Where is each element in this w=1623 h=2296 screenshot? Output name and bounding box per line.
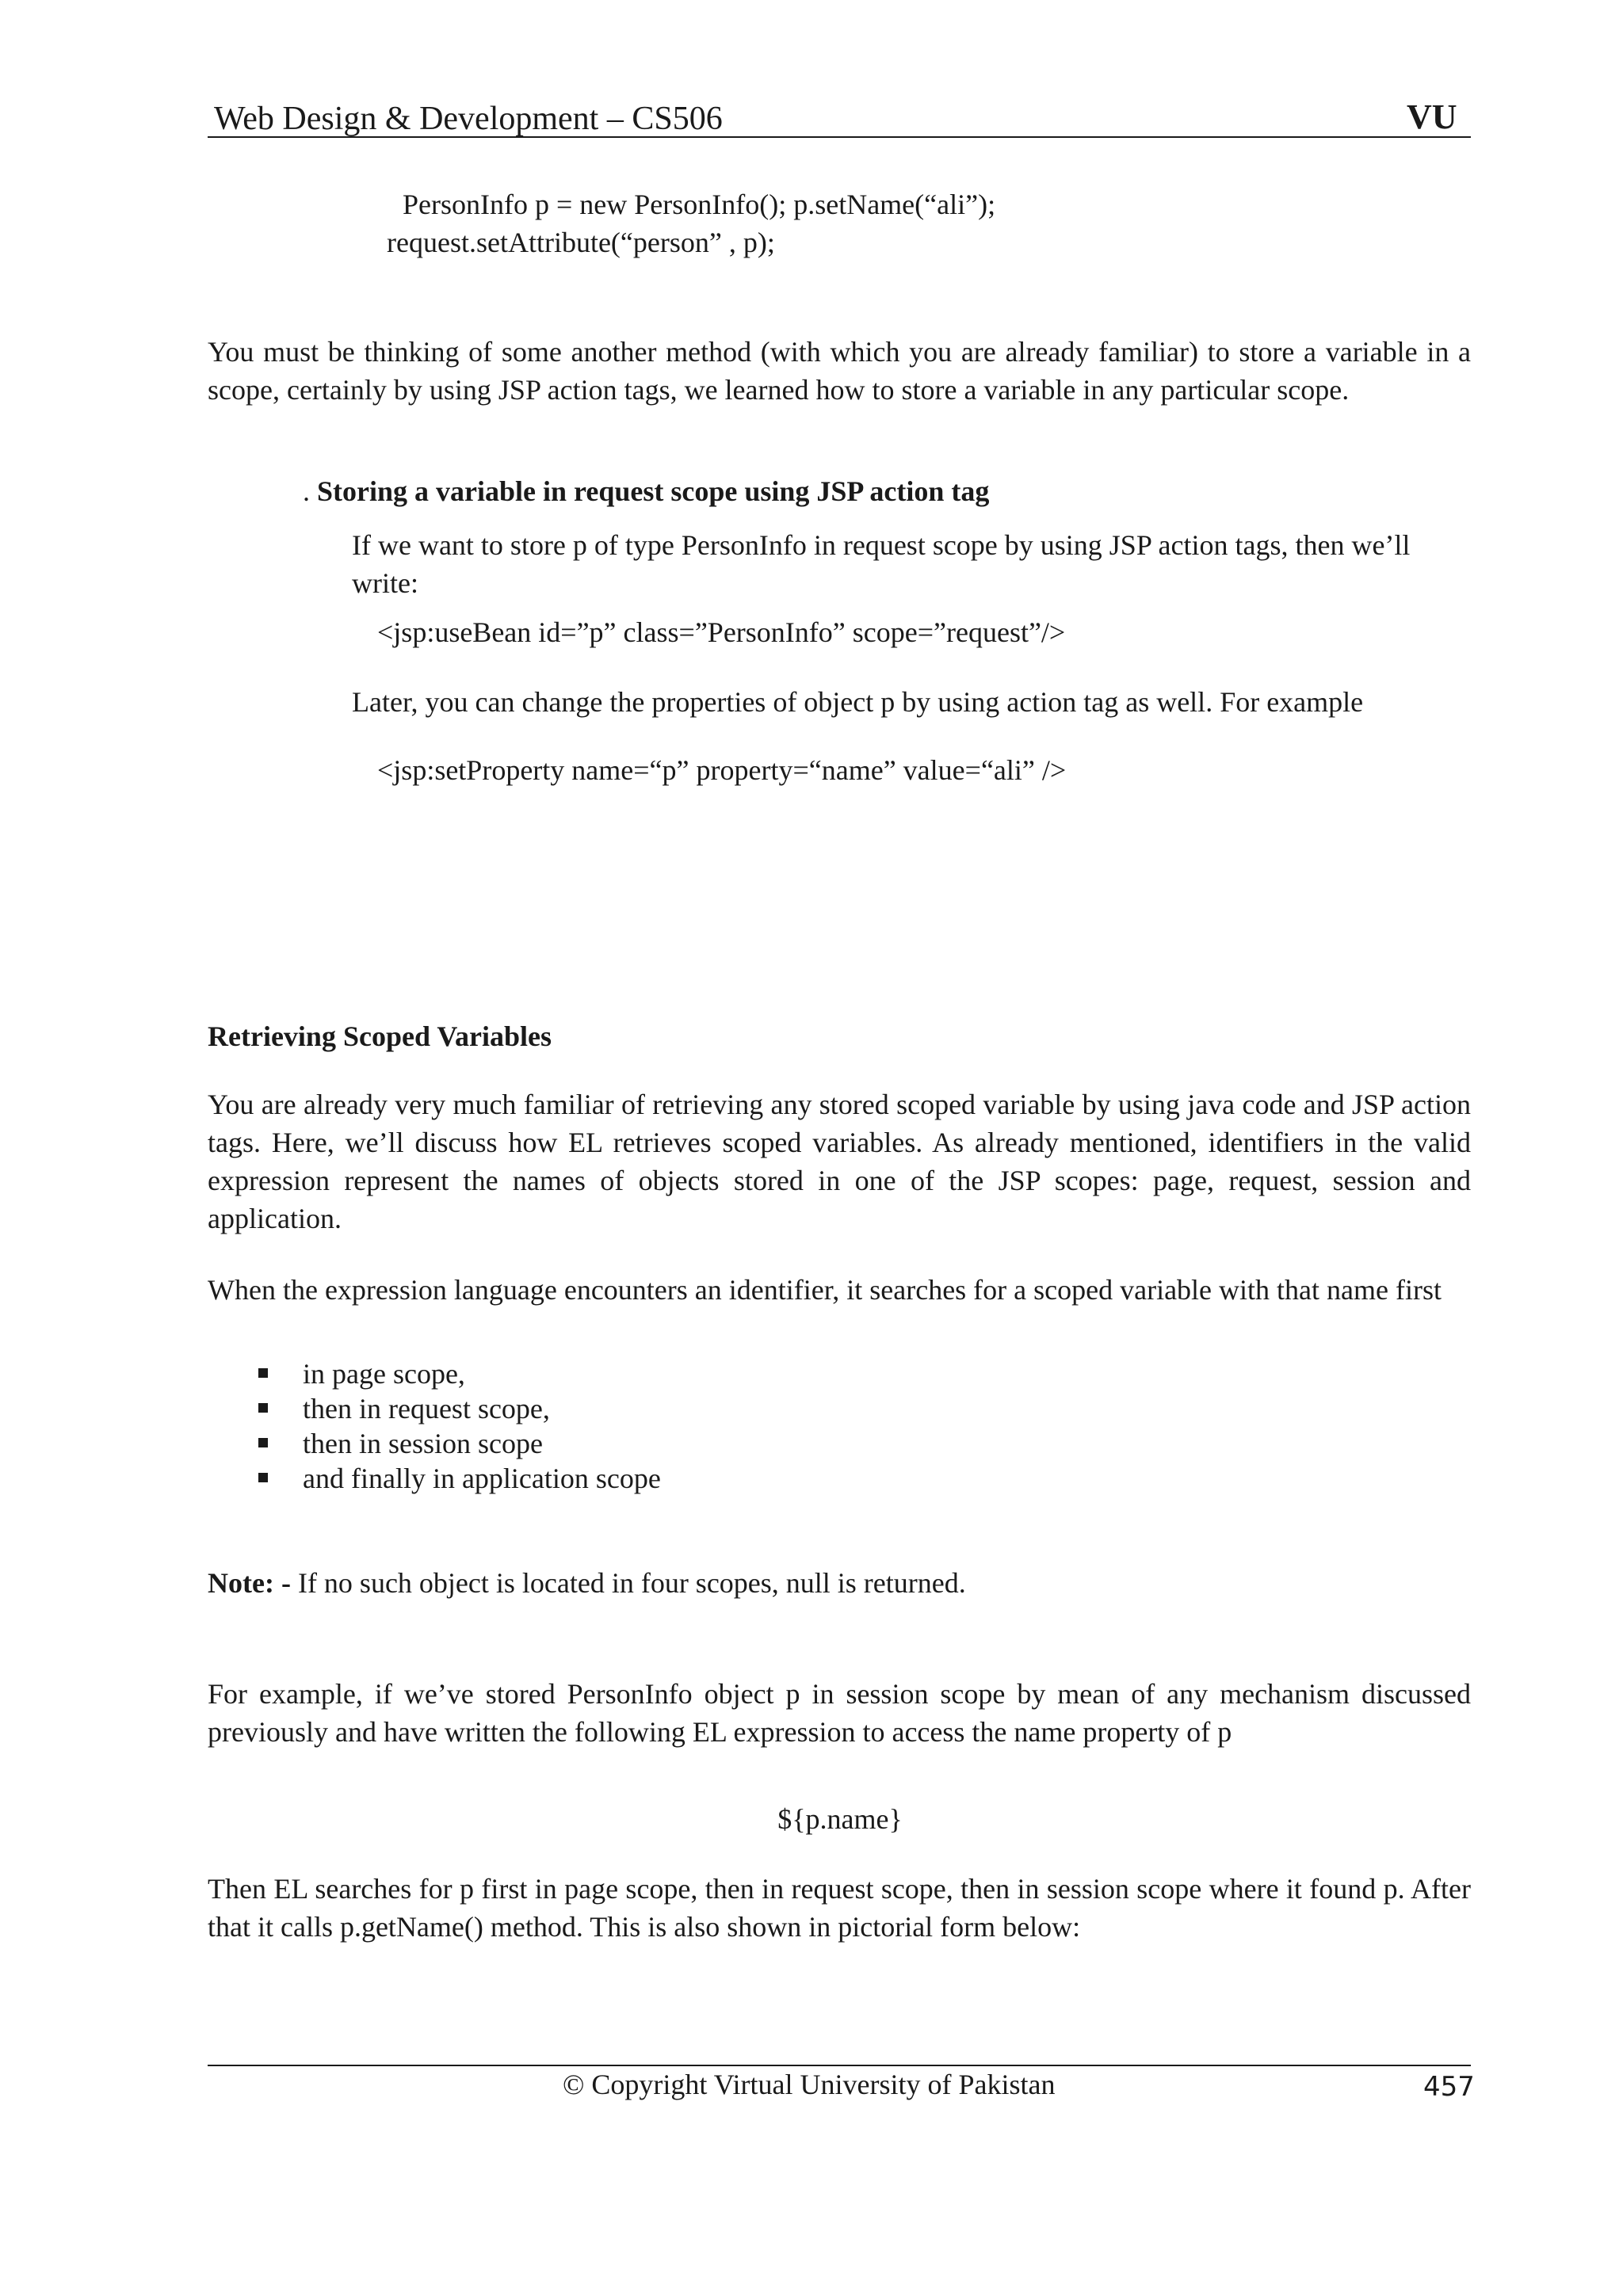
- heading-bullet: .: [303, 475, 310, 507]
- usebean-code: <jsp:useBean id=”p” class=”PersonInfo” scope=”request”/>: [377, 616, 1066, 648]
- header-divider: [208, 136, 1471, 138]
- intro-paragraph: You must be thinking of some another method (with which you are already familiar) to store a variable in a scope, certainly by using JSP action tags, we learned how to store a variable in any particular scope.: [208, 336, 1471, 406]
- list-item: and finally in application scope: [255, 1461, 1048, 1496]
- el-expression: ${p.name}: [777, 1803, 903, 1835]
- code-line-2: request.setAttribute(“person” , p);: [387, 227, 775, 258]
- header-vu-badge: VU: [1407, 97, 1457, 136]
- bullet-square-icon: [258, 1438, 268, 1447]
- bullet-square-icon: [258, 1403, 268, 1413]
- page-number: 457: [1423, 2071, 1475, 2103]
- retrieving-paragraph-2: When the expression language encounters an identifier, it searches for a scoped variable with that name first: [208, 1274, 1442, 1306]
- list-item: in page scope,: [255, 1356, 1048, 1391]
- list-item: then in request scope,: [255, 1391, 1048, 1426]
- conclusion-paragraph: Then EL searches for p first in page scope, then in request scope, then in session scope where it found p. After that it calls p.getName() method. This is also shown in pictorial form below:: [208, 1873, 1471, 1943]
- action-tag-heading: [303, 472, 989, 510]
- code-line-1: PersonInfo p = new PersonInfo(); p.setName(“ali”);: [403, 189, 996, 220]
- list-item: then in session scope: [255, 1426, 1048, 1461]
- header-course-title: Web Design & Development – CS506: [214, 101, 723, 137]
- setproperty-code: <jsp:setProperty name=“p” property=“name” value=“ali” />: [377, 754, 1067, 786]
- example-paragraph: For example, if we’ve stored PersonInfo object p in session scope by mean of any mechanism discussed previously and have written the following EL expression to access the name property of p: [208, 1678, 1471, 1748]
- retrieving-paragraph-1: You are already very much familiar of retrieving any stored scoped variable by using java code and JSP action tags. Here, we’ll discuss how EL retrieves scoped variables. As already mentioned, identifiers in the valid expression represent the names of objects stored in one of the JSP scopes: page, request, session and application.: [208, 1089, 1471, 1234]
- retrieving-heading: Retrieving Scoped Variables: [208, 1020, 552, 1052]
- action-tag-heading-text: Storing a variable in request scope using JSP action tag: [317, 475, 990, 507]
- bullet-square-icon: [258, 1473, 268, 1482]
- later-text: Later, you can change the properties of object p by using action tag as well. For example: [352, 686, 1364, 718]
- scope-list: [255, 1356, 1048, 1496]
- action-tag-description: If we want to store p of type PersonInfo in request scope by using JSP action tags, then we’ll write:: [352, 529, 1411, 599]
- note-label: Note: -: [208, 1567, 291, 1599]
- footer-copyright: © Copyright Virtual University of Pakistan: [563, 2069, 1056, 2100]
- note: [208, 1564, 966, 1602]
- note-text: If no such object is located in four scopes, null is returned.: [297, 1567, 966, 1599]
- bullet-square-icon: [258, 1368, 268, 1378]
